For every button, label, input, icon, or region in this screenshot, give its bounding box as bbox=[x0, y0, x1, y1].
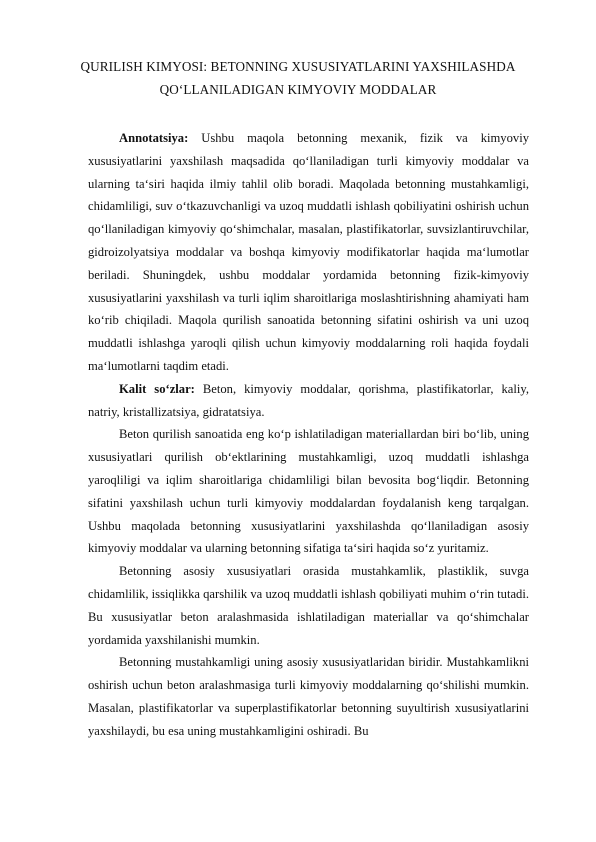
abstract-text: Ushbu maqola betonning mexanik, fizik va kimyoviy xususiyatlarini yaxshilash maqsadida qo‘llaniladigan turli kimyoviy moddalar va ularning ta‘siri haqida ilmiy tahlil olib boradi. Maqolada betonning mustahkamligi, chidamliligi, suv o‘tkazuvchanligi va uzoq muddatli ishlash qobiliyatini oshirish uchun qo‘llaniladigan kimyoviy qo‘shimchalar, masalan, plastifikatorlar, suvsizlantiruvchilar, gidroizolyatsiya moddalar va boshqa kimyoviy modifikatorlar haqida ma‘lumotlar beriladi. Shuningdek, ushbu moddalar yordamida betonning fizik-kimyoviy xususiyatlarini yaxshilash va turli iqlim sharoitlariga moslashtirishning ahamiyati ham ko‘rib chiqiladi. Maqola qurilish sanoatida betonning sifatini oshirish va uni uzoq muddatli ishlashga yaroqli qilish uchun kimyoviy moddalarning roli haqida foydali ma‘lumotlarni taqdim etadi. bbox=[88, 131, 529, 373]
abstract-label: Annotatsiya: bbox=[119, 131, 189, 145]
keywords-label: Kalit so‘zlar: bbox=[119, 381, 195, 396]
document-body bbox=[88, 127, 529, 743]
body-paragraph-1: Beton qurilish sanoatida eng ko‘p ishlatiladigan materiallardan biri bo‘lib, uning xususiyatlari qurilish ob‘ektlarining mustahkamligi, uzoq muddatli ishlashga yaroqliligi va iqlim sharoitlariga chidamliligi bilan bevosita bog‘liqdir. Betonning sifatini yaxshilash uchun turli kimyoviy moddalardan foydalanish keng tarqalgan. Ushbu maqolada betonning xususiyatlarini yaxshilashda qo‘llaniladigan asosiy kimyoviy moddalar va ularning betonning sifatiga ta‘siri haqida so‘z yuritamiz. bbox=[88, 427, 529, 556]
body-paragraph-2: Betonning asosiy xususiyatlari orasida mustahkamlik, plastiklik, suvga chidamlilik, issiqlikka qarshilik va uzoq muddatli ishlash qobiliyati muhim o‘rin tutadi. Bu xususiyatlar beton aralashmasida ishlatiladigan materiallar va qo‘shimchalar yordamida yaxshilanishi mumkin. bbox=[88, 564, 529, 647]
body-paragraph-3: Betonning mustahkamligi uning asosiy xususiyatlaridan biridir. Mustahkamlikni oshirish uchun beton aralashmasiga turli kimyoviy moddalarning qo‘shilishi mumkin. Masalan, plastifikatorlar va superplastifikatorlar betonning suyultirish xususiyatlarini yaxshilaydi, bu esa uning mustahkamligini oshiradi. Bu bbox=[88, 655, 529, 738]
document-title bbox=[60, 56, 536, 101]
title-line-1: QURILISH KIMYOSI: BETONNING XUSUSIYATLARINI YAXSHILASHDA bbox=[80, 59, 516, 74]
keywords-text: Beton, kimyoviy moddalar, qorishma, plastifikatorlar, kaliy, natriy, kristallizatsiya, gidratatsiya. bbox=[88, 381, 529, 419]
title-line-2: QO‘LLANILADIGAN KIMYOVIY MODDALAR bbox=[159, 81, 437, 97]
abstract-paragraph bbox=[88, 127, 529, 378]
keywords-paragraph bbox=[88, 378, 529, 424]
